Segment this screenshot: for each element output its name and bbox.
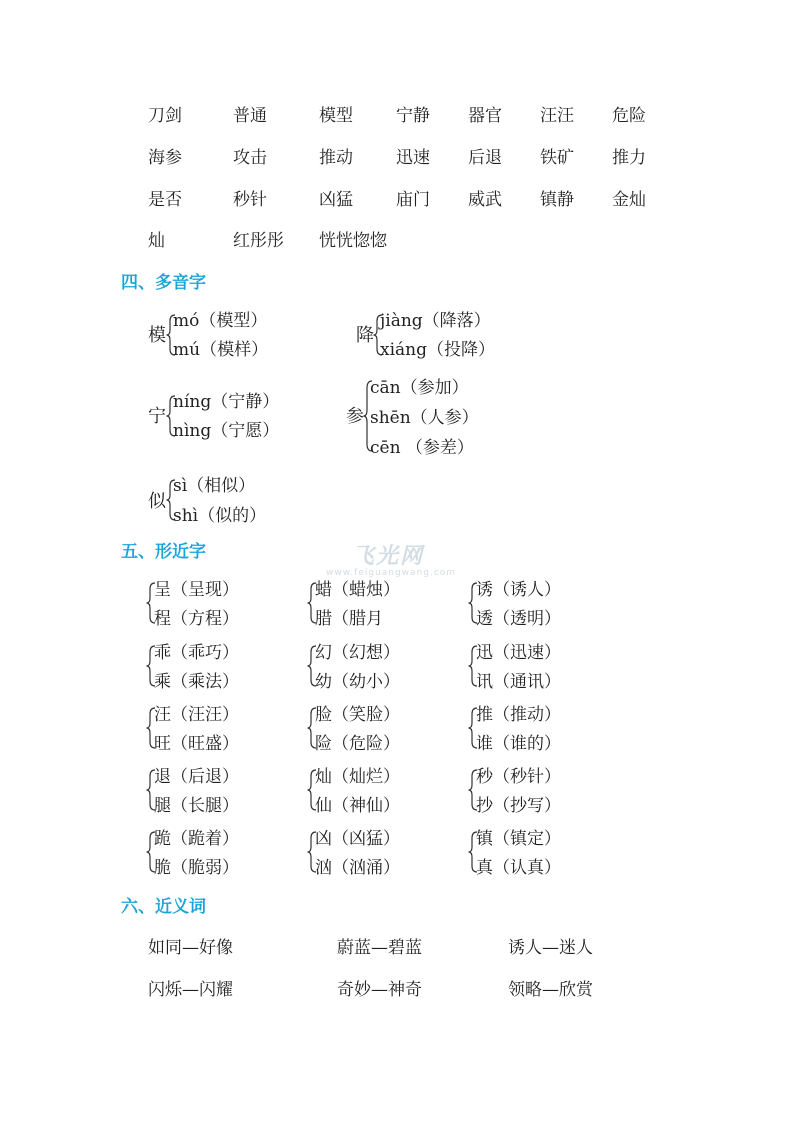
polyphone-reading: níng（宁静）: [173, 392, 280, 412]
word: 秒针: [233, 190, 267, 210]
similar-char-entry: 程（方程）: [154, 609, 239, 629]
polyphone-reading: cēn （参差）: [370, 438, 474, 458]
polyphone-reading: xiáng（投降）: [380, 340, 495, 360]
word: 灿: [148, 231, 165, 251]
word: 危险: [612, 106, 646, 126]
similar-char-entry: 蜡（蜡烛）: [315, 580, 400, 600]
word: 推力: [612, 148, 646, 168]
similar-char-entry: 诱（诱人）: [476, 580, 561, 600]
similar-char-entry: 灿（灿烂）: [315, 767, 400, 787]
word: 红彤彤: [233, 231, 284, 251]
synonym-pair: 奇妙—神奇: [337, 980, 422, 1000]
word: 威武: [468, 190, 502, 210]
word: 模型: [319, 106, 353, 126]
similar-char-entry: 讯（通讯）: [476, 672, 561, 692]
similar-char-entry: 汪（汪汪）: [154, 705, 239, 725]
polyphone-char: 宁: [148, 406, 166, 427]
similar-char-entry: 抄（抄写）: [476, 796, 561, 816]
polyphone-reading: cān（参加）: [370, 378, 469, 398]
polyphone-char: 模: [148, 325, 166, 346]
word: 金灿: [612, 190, 646, 210]
word: 铁矿: [540, 148, 574, 168]
similar-char-entry: 旺（旺盛）: [154, 734, 239, 754]
section-heading-polyphones: 四、多音字: [121, 273, 206, 293]
similar-char-entry: 险（危险）: [315, 734, 400, 754]
word: 后退: [468, 148, 502, 168]
word: 宁静: [396, 106, 430, 126]
polyphone-reading: mú（模样）: [173, 340, 269, 360]
similar-char-entry: 仙（神仙）: [315, 796, 400, 816]
similar-char-entry: 镇（镇定）: [476, 829, 561, 849]
similar-char-entry: 乖（乖巧）: [154, 643, 239, 663]
similar-char-entry: 脆（脆弱）: [154, 858, 239, 878]
polyphone-reading: shì（似的）: [173, 506, 267, 526]
synonym-pair: 蔚蓝—碧蓝: [337, 938, 422, 958]
similar-char-entry: 凶（凶猛）: [315, 829, 400, 849]
similar-char-entry: 跪（跪着）: [154, 829, 239, 849]
similar-char-entry: 退（后退）: [154, 767, 239, 787]
similar-char-entry: 腊（腊月: [315, 609, 383, 629]
word: 是否: [148, 190, 182, 210]
word: 刀剑: [148, 106, 182, 126]
similar-char-entry: 推（推动）: [476, 705, 561, 725]
similar-char-entry: 腿（长腿）: [154, 796, 239, 816]
polyphone-char: 似: [148, 491, 166, 512]
polyphone-reading: nìng（宁愿）: [173, 421, 280, 441]
synonym-pair: 闪烁—闪耀: [148, 980, 233, 1000]
word: 海参: [148, 148, 182, 168]
synonym-pair: 领略—欣赏: [508, 980, 593, 1000]
synonym-pair: 如同—好像: [148, 938, 233, 958]
word: 推动: [319, 148, 353, 168]
polyphone-reading: mó（模型）: [173, 311, 268, 331]
synonym-pair: 诱人—迷人: [508, 938, 593, 958]
polyphone-reading: shēn（人参）: [370, 408, 479, 428]
word: 镇静: [540, 190, 574, 210]
word: 器官: [468, 106, 502, 126]
similar-char-entry: 脸（笑脸）: [315, 705, 400, 725]
watermark-url: www.feiguangwang.com: [326, 568, 457, 578]
word: 普通: [233, 106, 267, 126]
word: 恍恍惚惚: [319, 231, 387, 251]
word: 凶猛: [319, 190, 353, 210]
word: 庙门: [396, 190, 430, 210]
similar-char-entry: 乘（乘法）: [154, 672, 239, 692]
word: 迅速: [396, 148, 430, 168]
word: 汪汪: [540, 106, 574, 126]
similar-char-entry: 谁（谁的）: [476, 734, 561, 754]
similar-char-entry: 幼（幼小）: [315, 672, 400, 692]
similar-char-entry: 呈（呈现）: [154, 580, 239, 600]
polyphone-reading: sì（相似）: [173, 476, 256, 496]
similar-char-entry: 汹（汹涌）: [315, 858, 400, 878]
polyphone-char: 降: [356, 325, 374, 346]
similar-char-entry: 幻（幻想）: [315, 643, 400, 663]
section-heading-synonyms: 六、近义词: [121, 897, 206, 917]
similar-char-entry: 真（认真）: [476, 858, 561, 878]
word: 攻击: [233, 148, 267, 168]
polyphone-reading: jiàng（降落）: [380, 311, 491, 331]
similar-char-entry: 迅（迅速）: [476, 643, 561, 663]
section-heading-similar-chars: 五、形近字: [121, 542, 206, 562]
similar-char-entry: 秒（秒针）: [476, 767, 561, 787]
similar-char-entry: 透（透明）: [476, 609, 561, 629]
watermark-logo: 飞光网: [352, 544, 425, 569]
polyphone-char: 参: [346, 406, 364, 427]
